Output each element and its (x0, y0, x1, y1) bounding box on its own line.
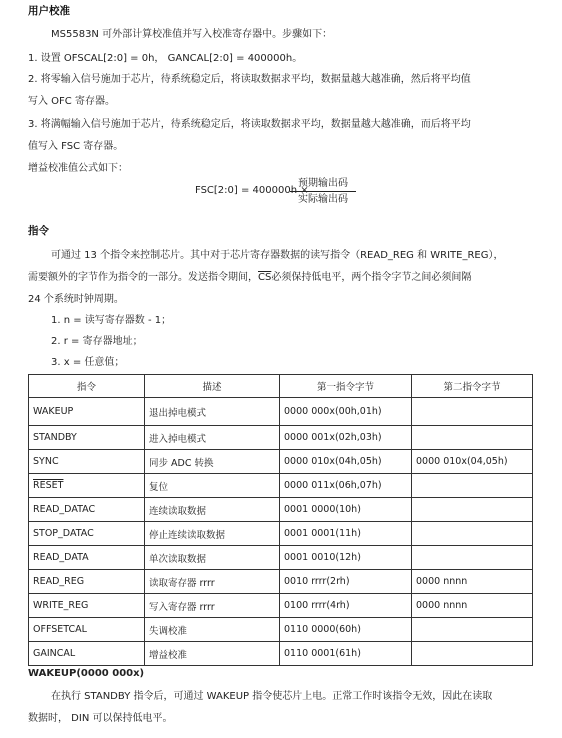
header-second-byte: 第二指令字节 (412, 375, 533, 398)
calibration-step-2-line-1: 2. 将零输入信号施加于芯片，待系统稳定后，将读取数据求平均，数据量越大越准确，然后将平均值 (28, 74, 471, 85)
calibration-intro: MS5583N 可外部计算校准值并写入校准寄存器中。步骤如下： (51, 29, 333, 40)
cell-command: STOP_DATAC (29, 522, 145, 546)
table-row (29, 522, 533, 546)
cell-command: READ_REG (29, 570, 145, 594)
cell-second-byte (412, 474, 533, 498)
cell-command: OFFSETCAL (29, 618, 145, 642)
table-row (29, 570, 533, 594)
table-row (29, 618, 533, 642)
cell-second-byte (412, 618, 533, 642)
section-heading-user-calibration: 用户校准 (28, 5, 70, 17)
wakeup-paragraph-line-2: 数据时， DIN 可以保持低电平。 (28, 713, 173, 724)
cell-second-byte: 0000 010x(04,05h) (412, 450, 533, 474)
cell-description: 增益校准 (145, 642, 280, 666)
cs-signal-label: $\overline{CS}$ (258, 272, 272, 283)
cell-first-byte: 0100 rrrr(4rh) (280, 594, 412, 618)
fraction-bar (290, 191, 356, 192)
commands-paragraph-line-2 (28, 271, 471, 285)
reset-command-label: RESET (33, 480, 64, 491)
commands-paragraph-line-3: 24 个系统时钟周期。 (28, 294, 124, 305)
gain-formula-left-side: FSC[2:0] = 400000h × (195, 185, 309, 196)
cell-command: STANDBY (29, 426, 145, 450)
note-r: 2. r = 寄存器地址； (51, 336, 143, 347)
cell-first-byte: 0000 001x(02h,03h) (280, 426, 412, 450)
cell-first-byte: 0110 0000(60h) (280, 618, 412, 642)
cell-first-byte: 0001 0010(12h) (280, 546, 412, 570)
cell-second-byte: 0000 nnnn (412, 570, 533, 594)
cell-description: 写入寄存器 rrrr (145, 594, 280, 618)
cell-description: 同步 ADC 转换 (145, 450, 280, 474)
gain-formula-numerator: 预期输出码 (298, 178, 348, 189)
table-row (29, 450, 533, 474)
cell-second-byte: 0000 nnnn (412, 594, 533, 618)
cell-command (29, 474, 145, 498)
table-header-row (29, 375, 533, 398)
cell-command: WRITE_REG (29, 594, 145, 618)
cell-description: 连续读取数据 (145, 498, 280, 522)
cell-description: 复位 (145, 474, 280, 498)
calibration-step-3-line-1: 3. 将满幅输入信号施加于芯片，待系统稳定后，将读取数据求平均，数据量越大越准确，而后将平均 (28, 119, 471, 130)
table-row (29, 426, 533, 450)
cell-second-byte (412, 642, 533, 666)
cell-description: 单次读取数据 (145, 546, 280, 570)
cell-description: 失调校准 (145, 618, 280, 642)
table-row (29, 474, 533, 498)
cell-first-byte: 0001 0000(10h) (280, 498, 412, 522)
calibration-step-1: 1. 设置 OFSCAL[2:0] = 0h， GANCAL[2:0] = 400000h。 (28, 53, 303, 64)
cell-first-byte: 0000 010x(04h,05h) (280, 450, 412, 474)
cell-description: 停止连续读取数据 (145, 522, 280, 546)
cell-description: 读取寄存器 rrrr (145, 570, 280, 594)
cell-command: WAKEUP (29, 398, 145, 426)
cell-first-byte: 0110 0001(61h) (280, 642, 412, 666)
table-row (29, 498, 533, 522)
cell-command: READ_DATAC (29, 498, 145, 522)
cell-second-byte (412, 522, 533, 546)
cell-description: 退出掉电模式 (145, 398, 280, 426)
cell-first-byte: 0001 0001(11h) (280, 522, 412, 546)
cell-second-byte (412, 426, 533, 450)
section-heading-commands: 指令 (28, 225, 49, 237)
wakeup-paragraph-line-1: 在执行 STANDBY 指令后，可通过 WAKEUP 指令使芯片上电。正常工作时该指令无效，因此在读取 (51, 691, 493, 702)
cell-first-byte: 0000 000x(00h,01h) (280, 398, 412, 426)
header-command: 指令 (29, 375, 145, 398)
note-n: 1. n = 读写寄存器数 - 1； (51, 315, 172, 326)
cell-second-byte (412, 398, 533, 426)
table-row (29, 546, 533, 570)
cell-first-byte: 0010 rrrr(2rh) (280, 570, 412, 594)
section-heading-wakeup: WAKEUP(0000 000x) (28, 668, 145, 679)
note-x: 3. x = 任意值； (51, 357, 125, 368)
commands-paragraph-line-1: 可通过 13 个指令来控制芯片。其中对于芯片寄存器数据的读写指令（READ_REG 和 WRITE_REG）， (51, 250, 504, 261)
table-row (29, 642, 533, 666)
header-description: 描述 (145, 375, 280, 398)
calibration-step-2-line-2: 写入 OFC 寄存器。 (28, 96, 115, 107)
commands-paragraph-line-2-part-b: 必须保持低电平，两个指令字节之间必须间隔 (271, 272, 472, 283)
gain-formula-intro: 增益校准值公式如下： (28, 163, 128, 174)
cell-command: GAINCAL (29, 642, 145, 666)
table-row (29, 398, 533, 426)
cell-first-byte: 0000 011x(06h,07h) (280, 474, 412, 498)
gain-formula-denominator: 实际输出码 (298, 194, 348, 205)
command-table (28, 374, 533, 666)
cell-description: 进入掉电模式 (145, 426, 280, 450)
header-first-byte: 第一指令字节 (280, 375, 412, 398)
calibration-step-3-line-2: 值写入 FSC 寄存器。 (28, 141, 124, 152)
cell-second-byte (412, 498, 533, 522)
commands-paragraph-line-2-part-a: 需要额外的字节作为指令的一部分。发送指令期间， (28, 272, 258, 283)
cell-second-byte (412, 546, 533, 570)
gain-formula-fraction (290, 177, 356, 206)
cell-command: SYNC (29, 450, 145, 474)
table-row (29, 594, 533, 618)
cell-command: READ_DATA (29, 546, 145, 570)
